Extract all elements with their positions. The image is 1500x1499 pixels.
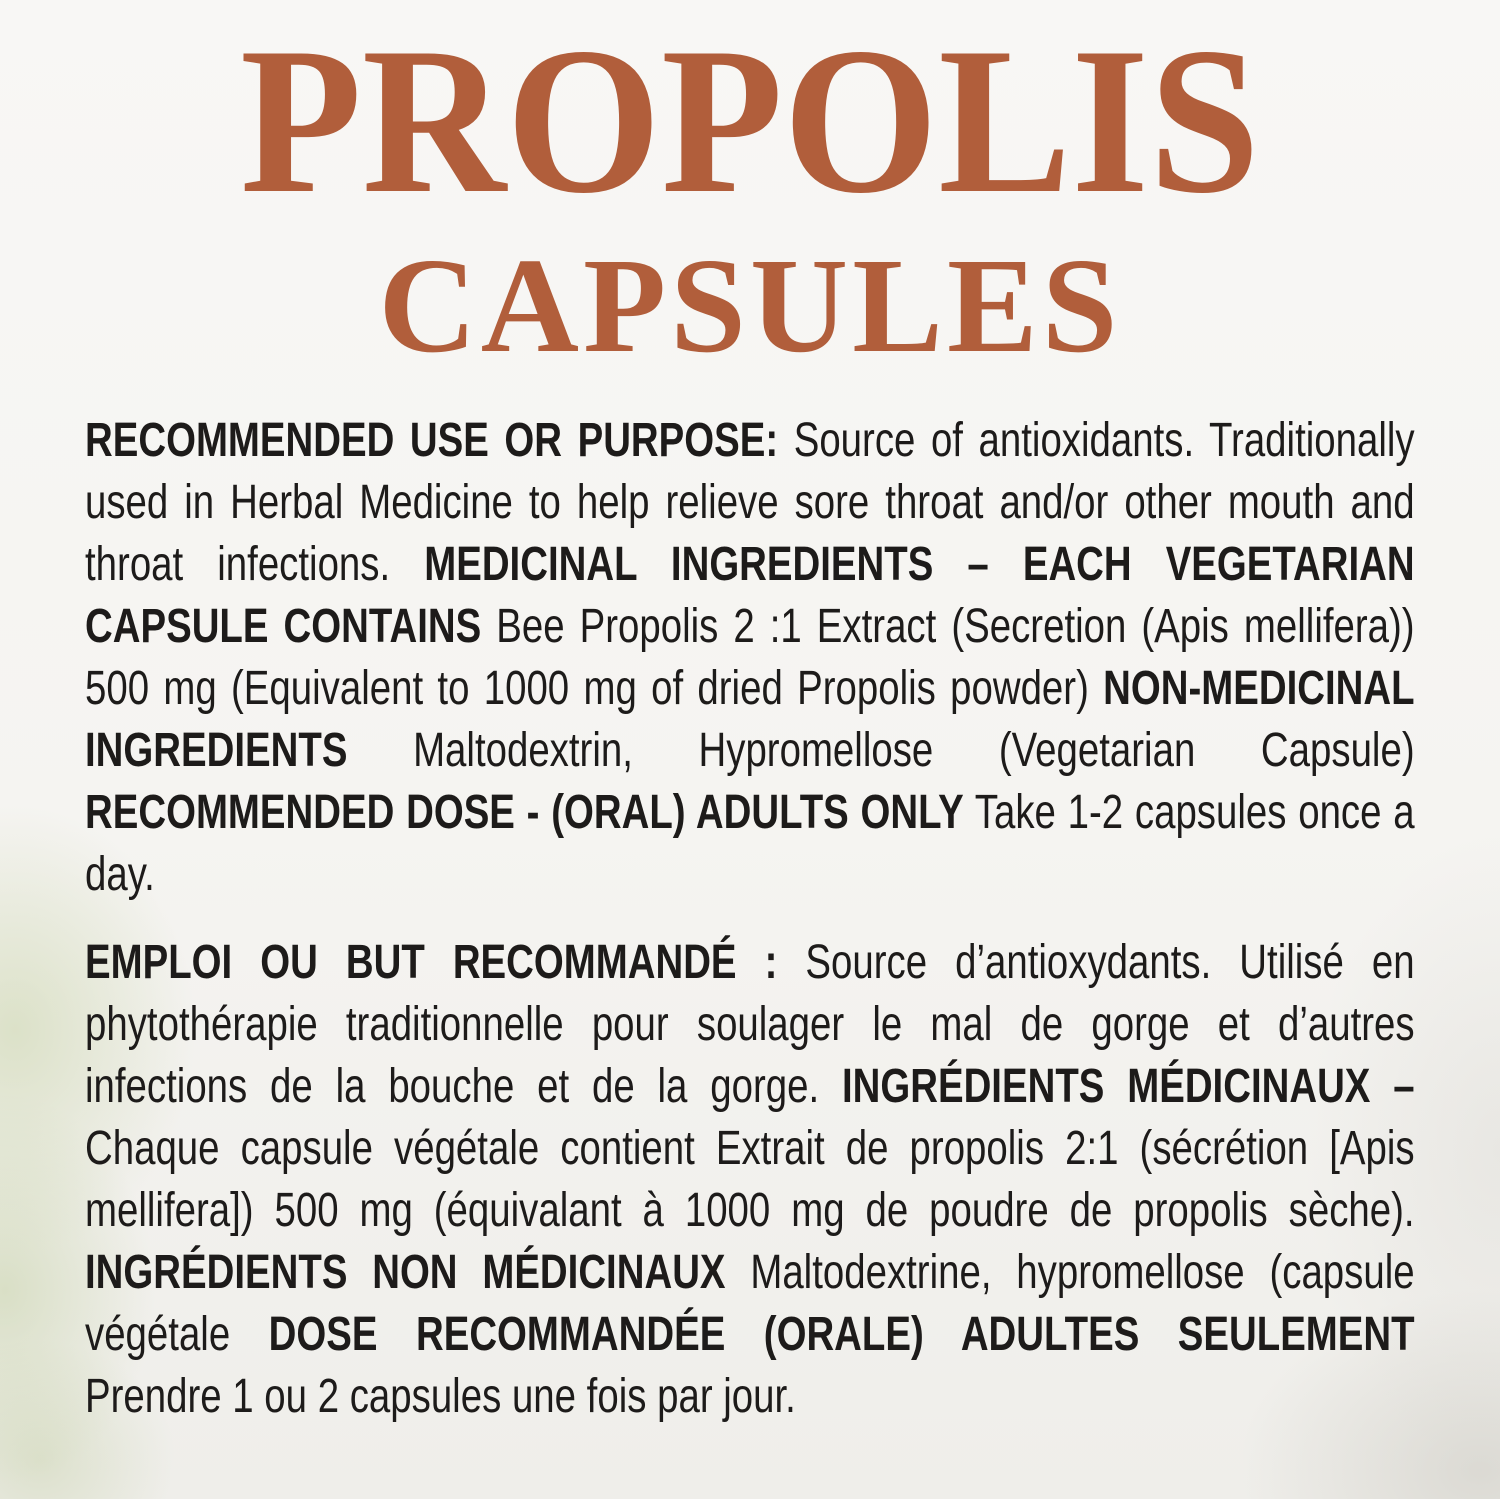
fr-dose-recommandee-heading: DOSE RECOMMANDÉE (ORALE) ADULTES SEULEMENT [268,1308,1415,1361]
product-subtitle: CAPSULES [378,231,1122,381]
en-recommended-use-heading: RECOMMENDED USE OR PURPOSE: [85,414,794,467]
fr-ingredients-medicinaux-text: Chaque capsule végétale contient Extrait de propolis 2:1 (sécrétion [Apis mellifera]) 500 mg (équivalant à 1000 mg de poudre de propolis sèche). [85,1122,1415,1237]
fr-non-medicinaux-text: Maltodextrine, hypromellose (capsule végétale [85,1246,1415,1361]
english-directions [85,410,1415,906]
en-medicinal-ingredients-heading: MEDICINAL INGREDIENTS – EACH VEGETARIAN CAPSULE CONTAINS [85,538,1415,653]
en-non-medicinal-heading: NON-MEDICINAL INGREDIENTS [85,662,1415,777]
fr-emploi-heading: EMPLOI OU BUT RECOMMANDÉ : [85,936,806,989]
fr-dose-recommandee-text: Prendre 1 ou 2 capsules une fois par jour. [85,1370,796,1423]
fr-ingredients-medicinaux-heading: INGRÉDIENTS MÉDICINAUX – [841,1060,1415,1113]
fr-emploi-text: Source d’antioxydants. Utilisé en phytothérapie traditionnelle pour soulager le mal de gorge et d’autres infections de la bouche et de la gorge. [85,936,1415,1113]
en-medicinal-ingredients-text: Bee Propolis 2 :1 Extract (Secretion (Apis mellifera)) 500 mg (Equivalent to 1000 mg of dried Propolis powder) [85,600,1415,715]
en-recommended-use-text: Source of antioxidants. Traditionally used in Herbal Medicine to help relieve sore throat and/or other mouth and throat infections. [85,414,1415,591]
fr-non-medicinaux-heading: INGRÉDIENTS NON MÉDICINAUX [85,1246,751,1299]
en-non-medicinal-text: Maltodextrin, Hypromellose (Vegetarian Capsule) [413,724,1415,777]
title-block [0,5,1500,381]
product-title: PROPOLIS [240,5,1260,237]
en-recommended-dose-heading: RECOMMENDED DOSE - (ORAL) ADULTS ONLY [85,786,975,839]
french-directions [85,932,1415,1428]
en-recommended-dose-text: Take 1-2 capsules once a day. [85,786,1415,901]
